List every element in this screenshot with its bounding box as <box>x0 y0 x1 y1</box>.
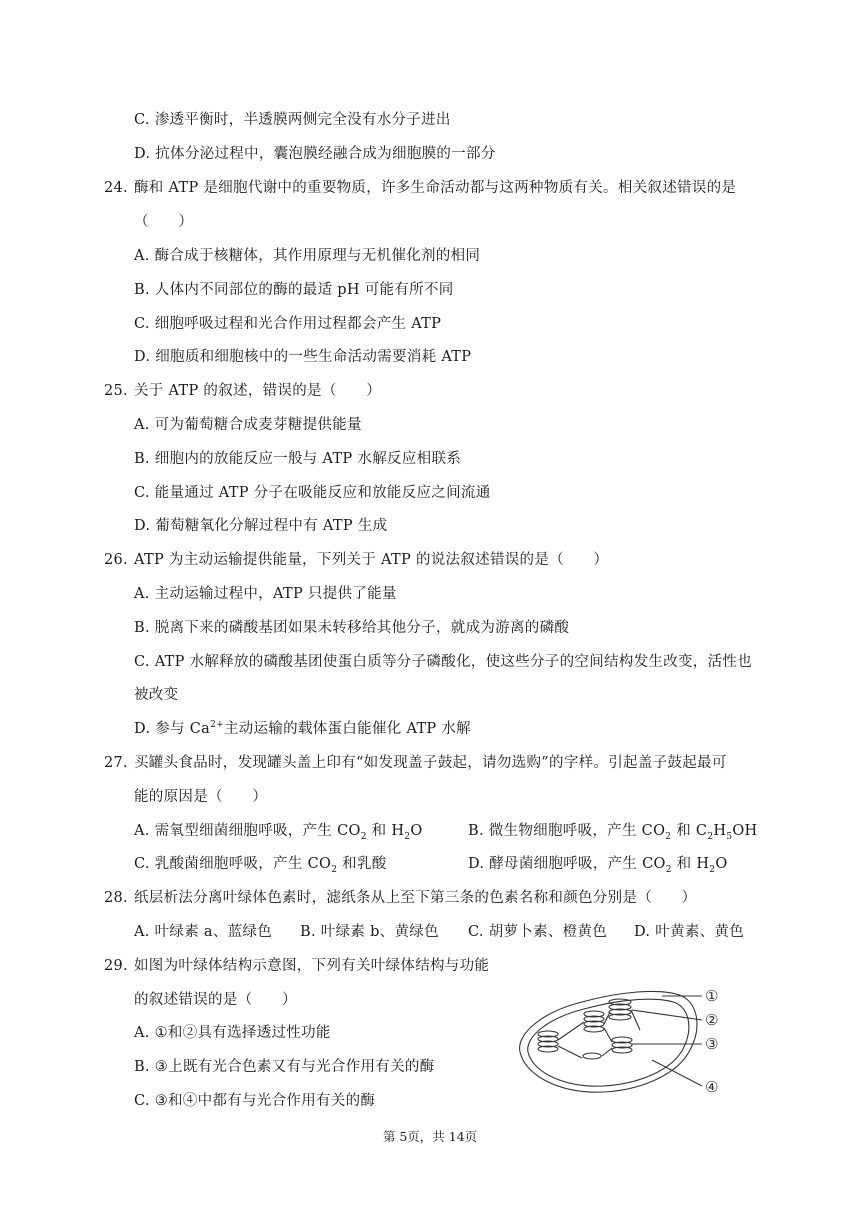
subscript: 2 <box>404 831 411 842</box>
text: H <box>713 823 727 839</box>
text: 和 H <box>371 823 405 839</box>
question-29 <box>104 956 489 976</box>
question-number: 26. <box>104 552 128 568</box>
label-3: ③ <box>705 1035 719 1053</box>
option-29-a: A. ①和②具有选择透过性功能 <box>134 1025 331 1041</box>
subscript: 2 <box>331 864 338 875</box>
label-1: ① <box>705 987 719 1005</box>
subscript: 5 <box>726 831 733 842</box>
subscript: 2 <box>707 831 714 842</box>
option-29-c: C. ③和④中都有与光合作用有关的酶 <box>134 1093 376 1109</box>
superscript: 2+ <box>210 720 224 731</box>
question-text: 如图为叶绿体结构示意图，下列有关叶绿体结构与功能 <box>134 958 490 974</box>
question-number: 24. <box>104 180 128 196</box>
text: 和 H <box>676 856 710 872</box>
question-text: 纸层析法分离叶绿体色素时，滤纸条从上至下第三条的色素名称和颜色分别是（ ） <box>134 890 697 906</box>
option-23-c: C. 渗透平衡时，半透膜两侧完全没有水分子进出 <box>134 112 451 128</box>
text: 和 C <box>676 823 708 839</box>
text: B. 微生物细胞呼吸，产生 CO <box>468 823 666 839</box>
question-29-cont: 的叙述错误的是（ ） <box>134 992 297 1008</box>
option-27-d <box>468 854 728 874</box>
option-26-c-cont: 被改变 <box>134 687 179 703</box>
option-24-b: B. 人体内不同部位的酶的最适 pH 可能有所不同 <box>134 282 454 298</box>
question-27-cont: 能的原因是（ ） <box>134 789 268 805</box>
text: D. 参与 Ca <box>134 721 211 737</box>
text: 和乳酸 <box>342 856 387 872</box>
question-26 <box>104 550 608 570</box>
question-text: 关于 ATP 的叙述，错误的是（ ） <box>134 383 382 399</box>
option-27-c <box>134 854 387 874</box>
text: D. 酵母菌细胞呼吸，产生 CO <box>468 856 666 872</box>
subscript: 2 <box>665 864 672 875</box>
text: 主动运输的载体蛋白能催化 ATP 水解 <box>223 721 471 737</box>
option-24-c: C. 细胞呼吸过程和光合作用过程都会产生 ATP <box>134 316 442 332</box>
option-27-b <box>468 821 757 841</box>
chloroplast-diagram <box>512 982 732 1100</box>
text: O <box>715 856 728 872</box>
subscript: 2 <box>360 831 367 842</box>
option-25-d: D. 葡萄糖氧化分解过程中有 ATP 生成 <box>134 518 388 534</box>
question-number: 25. <box>104 383 128 399</box>
option-27-a <box>134 821 423 841</box>
question-number: 27. <box>104 755 128 771</box>
question-27 <box>104 753 727 773</box>
subscript: 2 <box>665 831 672 842</box>
question-text: 买罐头食品时，发现罐头盖上印有“如发现盖子鼓起，请勿选购”的字样。引起盖子鼓起最可 <box>134 755 727 771</box>
text: C. 乳酸菌细胞呼吸，产生 CO <box>134 856 332 872</box>
option-26-d <box>134 719 471 739</box>
label-2: ② <box>705 1011 719 1029</box>
text: A. 需氧型细菌细胞呼吸，产生 CO <box>134 823 361 839</box>
subscript: 2 <box>709 864 716 875</box>
text: O <box>410 823 423 839</box>
question-number: 28. <box>104 890 128 906</box>
question-number: 29. <box>104 958 128 974</box>
option-28-a: A. 叶绿素 a、蓝绿色 <box>134 924 273 940</box>
option-23-d: D. 抗体分泌过程中，囊泡膜经融合成为细胞膜的一部分 <box>134 146 496 162</box>
option-28-b: B. 叶绿素 b、黄绿色 <box>300 924 439 940</box>
page-footer: 第 5页，共 14页 <box>382 1129 478 1144</box>
label-4: ④ <box>705 1078 719 1096</box>
option-28-c: C. 胡萝卜素、橙黄色 <box>468 924 608 940</box>
option-26-c: C. ATP 水解释放的磷酸基团使蛋白质等分子磷酸化，使这些分子的空间结构发生改变，活性也 <box>134 654 753 670</box>
question-24-bracket: （ ） <box>134 214 194 230</box>
question-24 <box>104 178 736 198</box>
question-text: ATP 为主动运输提供能量，下列关于 ATP 的说法叙述错误的是（ ） <box>134 552 609 568</box>
option-24-a: A. 酶合成于核糖体，其作用原理与无机催化剂的相同 <box>134 248 481 264</box>
text: OH <box>732 823 758 839</box>
question-text: 酶和 ATP 是细胞代谢中的重要物质，许多生命活动都与这两种物质有关。相关叙述错误的是 <box>134 180 737 196</box>
question-28 <box>104 888 696 908</box>
option-25-a: A. 可为葡萄糖合成麦芽糖提供能量 <box>134 417 362 433</box>
option-29-b: B. ③上既有光合色素又有与光合作用有关的酶 <box>134 1059 435 1075</box>
option-25-b: B. 细胞内的放能反应一般与 ATP 水解反应相联系 <box>134 451 461 467</box>
option-24-d: D. 细胞质和细胞核中的一些生命活动需要消耗 ATP <box>134 349 472 365</box>
option-26-a: A. 主动运输过程中，ATP 只提供了能量 <box>134 586 397 602</box>
option-26-b: B. 脱离下来的磷酸基团如果未转移给其他分子，就成为游离的磷酸 <box>134 620 570 636</box>
option-28-d: D. 叶黄素、黄色 <box>634 924 745 940</box>
option-25-c: C. 能量通过 ATP 分子在吸能反应和放能反应之间流通 <box>134 485 491 501</box>
question-25 <box>104 381 381 401</box>
